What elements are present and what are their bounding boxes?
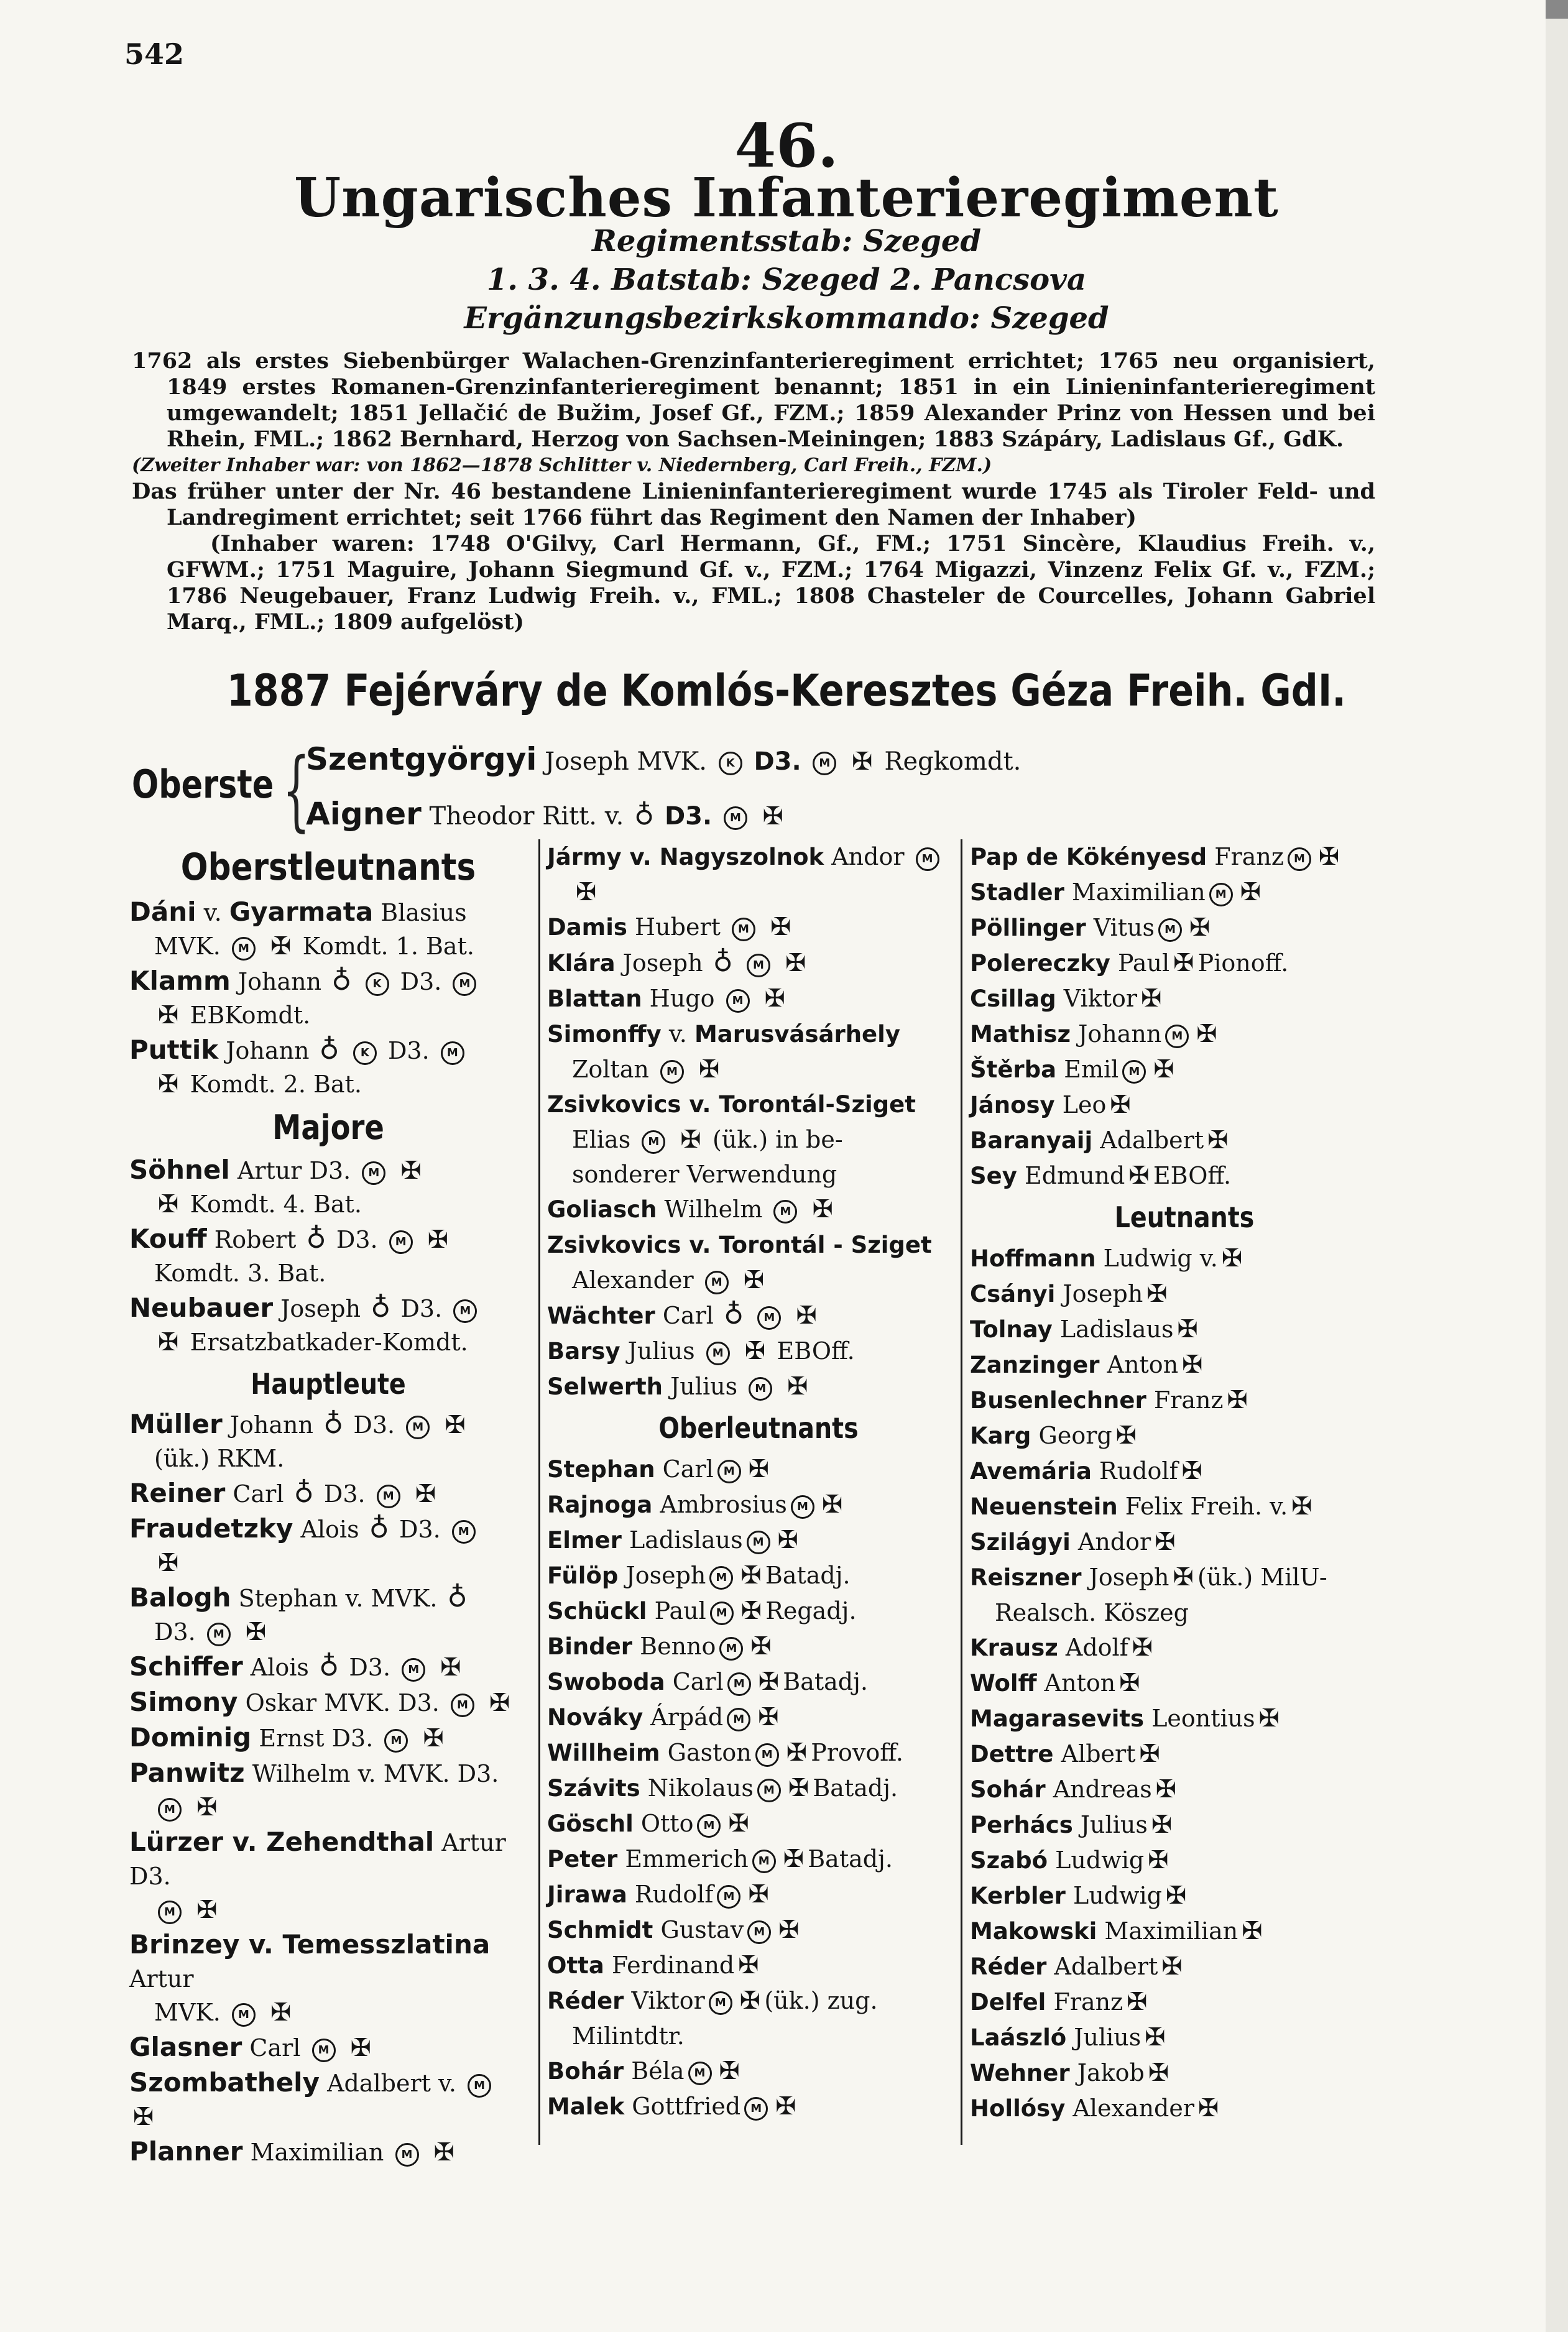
list-item: Polereczky Paul ✠ Pionoff. [970, 949, 1289, 977]
cross-icon: ✠ [738, 1951, 759, 1979]
regimentsstab: Regimentsstab: Szeged [591, 224, 982, 259]
list-item: Simony Oskar MVK. D3. M ✠ [129, 1687, 510, 1717]
list-item: Wolff Anton ✠ [970, 1669, 1140, 1697]
cross-icon: ✠ [1119, 1669, 1140, 1697]
list-item: Peter Emmerich M ✠ Batadj. [547, 1845, 893, 1873]
list-item: Stadler Maximilian M ✠ [970, 878, 1261, 906]
cross-icon: ✠ [1181, 1457, 1203, 1485]
cross-icon: ✠ [415, 1480, 436, 1508]
regiment-inhaber: 1887 Fejérváry de Komlós-Keresztes Géza Freih. GdI. [226, 665, 1347, 716]
cross-icon: ✠ [1141, 984, 1162, 1013]
list-item: Dáni v. Gyarmata Blasius MVK. M ✠ Komdt. 1. Bat. [129, 896, 474, 961]
list-item: Neuenstein Felix Freih. v. ✠ [970, 1492, 1312, 1521]
list-item: Fraudetzky Alois ♁ D3. M ✠ [129, 1512, 527, 1580]
list-item: Blattan Hugo M ✠ [547, 984, 786, 1013]
m-medal-icon: M [402, 1658, 425, 1682]
list-item: Jármy v. Nagyszolnok Andor M ✠ [547, 839, 970, 910]
m-medal-icon: M [441, 1041, 464, 1065]
ring-icon: ♁ [306, 1223, 326, 1255]
m-medal-icon: M [724, 806, 747, 830]
cross-icon: ✠ [133, 2103, 154, 2131]
entry-name: Szentgyörgyi [306, 741, 537, 777]
cross-icon: ✠ [719, 2057, 740, 2085]
list-item: Bohár Béla M ✠ [547, 2057, 740, 2085]
m-medal-icon: M [747, 1531, 770, 1554]
m-medal-icon: M [1158, 918, 1182, 942]
cross-icon: ✠ [796, 1301, 817, 1330]
m-medal-icon: M [1288, 847, 1311, 871]
list-item: Panwitz Wilhelm v. MVK. D3. M ✠ [129, 1758, 499, 1822]
oberst-entry [306, 796, 787, 832]
scan-edge-mark [1546, 0, 1568, 19]
cross-icon: ✠ [1227, 1386, 1248, 1414]
cross-icon: ✠ [1139, 1740, 1160, 1768]
cross-icon: ✠ [785, 949, 806, 977]
decoration: D3. [664, 802, 713, 831]
list-item: Schiffer Alois ♁ D3. M ✠ [129, 1651, 461, 1682]
list-item: Puttik Johann ♁ K D3. M ✠ Komdt. 2. Bat. [129, 1033, 527, 1101]
list-item: Elmer Ladislaus M ✠ [547, 1526, 799, 1554]
m-medal-icon: M [757, 1779, 781, 1802]
cross-icon: ✠ [400, 1156, 422, 1185]
cross-icon: ✠ [158, 1549, 179, 1577]
list-item: Karg Georg ✠ [970, 1421, 1137, 1450]
history-paragraph-2: Das früher unter der Nr. 46 bestandene Linieninfanterieregiment wurde 1745 als Tiroler Feld- und Landregiment errichtet; seit 1766 führt das Regiment den Namen der Inhaber) [132, 479, 1375, 530]
list-item: Selwerth Julius M ✠ [547, 1372, 808, 1401]
list-item: Tolnay Ladislaus ✠ [970, 1315, 1198, 1343]
section-heading: Oberleutnants [658, 1411, 859, 1445]
cross-icon: ✠ [1291, 1492, 1312, 1521]
history-paragraph: 1762 als erstes Siebenbürger Walachen-Grenzinfanterieregiment errichtet; 1765 neu organisiert, 1849 erstes Romanen-Grenzinfanterieregiment benannt; 1851 in ein Linieninfanterieregiment umgewandelt; 1851 Jellačić de Bužim, Josef Gf., FZM.; 1859 Alexander Prinz von Hessen und bei Rhein, FML.; 1862 Bernhard, Herzog von Sachsen-Meiningen; 1883 Szápáry, Ladislaus Gf., GdK. [132, 348, 1375, 452]
cross-icon: ✠ [1155, 1775, 1177, 1804]
cross-icon: ✠ [777, 1526, 799, 1554]
m-medal-icon: M [747, 1920, 771, 1944]
m-medal-icon: M [158, 1798, 182, 1822]
k-medal-icon: K [719, 752, 742, 775]
cross-icon: ✠ [1258, 1704, 1280, 1733]
list-item: Jánosy Leo ✠ [970, 1090, 1131, 1119]
cross-icon: ✠ [158, 1001, 179, 1030]
oberste-label: Oberste [132, 762, 274, 807]
list-item: Csillag Viktor ✠ [970, 984, 1162, 1013]
m-medal-icon: M [706, 1342, 730, 1365]
ring-icon: ♁ [323, 1408, 344, 1440]
cross-icon: ✠ [1115, 1421, 1137, 1450]
cross-icon: ✠ [1153, 1055, 1174, 1084]
list-item: Baranyaij Adalbert ✠ [970, 1126, 1229, 1154]
cross-icon: ✠ [270, 1998, 292, 2027]
cross-icon: ✠ [762, 802, 784, 831]
list-item: Zanzinger Anton ✠ [970, 1350, 1203, 1379]
column-3 [970, 839, 1399, 2126]
list-item: Hoffmann Ludwig v. ✠ [970, 1244, 1243, 1273]
list-item: Zsivkovics v. Torontál - Sziget Alexander M ✠ [547, 1232, 932, 1294]
list-item: Klára Joseph ♁ M ✠ [547, 946, 806, 978]
cross-icon: ✠ [423, 1724, 445, 1753]
cross-icon: ✠ [852, 747, 873, 776]
m-medal-icon: M [1209, 883, 1233, 906]
list-item: Busenlechner Franz ✠ [970, 1386, 1248, 1414]
list-item: Stephan Carl M ✠ [547, 1455, 770, 1483]
list-item: Simonffy v. Marusvásárhely Zoltan M ✠ [547, 1020, 900, 1084]
list-item: Štěrba Emil M ✠ [970, 1055, 1174, 1084]
cross-icon: ✠ [1173, 949, 1194, 977]
section-heading: Oberstleutnants [180, 846, 476, 889]
cross-icon: ✠ [1196, 1020, 1217, 1048]
list-item: Réder Viktor M ✠ (ük.) zug. Milintdtr. [547, 1986, 878, 2050]
m-medal-icon: M [732, 918, 755, 941]
list-item: Balogh Stephan v. MVK. ♁ D3. M ✠ [129, 1582, 468, 1646]
list-item: Brinzey v. Temesszlatina Artur MVK. M ✠ [129, 1929, 491, 2027]
decoration: D3. [754, 747, 801, 776]
list-item: Müller Johann ♁ D3. M ✠ (ük.) RKM. [129, 1408, 466, 1472]
cross-icon: ✠ [1148, 2058, 1169, 2087]
m-medal-icon: M [717, 1885, 740, 1909]
cross-icon: ✠ [778, 1915, 800, 1944]
cross-icon: ✠ [489, 1689, 510, 1717]
list-item: Planner Maximilian M ✠ [129, 2136, 455, 2167]
cross-icon: ✠ [427, 1225, 449, 1254]
cross-icon: ✠ [1182, 1350, 1203, 1379]
m-medal-icon: M [642, 1130, 665, 1154]
list-item: Fülöp Joseph M ✠ Batadj. [547, 1561, 851, 1590]
m-medal-icon: M [752, 1850, 776, 1873]
m-medal-icon: M [813, 752, 836, 775]
cross-icon: ✠ [1207, 1126, 1229, 1154]
cross-icon: ✠ [758, 1703, 779, 1731]
list-item: Magarasevits Leontius ✠ [970, 1704, 1280, 1733]
oberst-entry [306, 741, 1021, 777]
cross-icon: ✠ [788, 1774, 809, 1802]
list-item: Damis Hubert M ✠ [547, 913, 791, 941]
cross-icon: ✠ [821, 1490, 843, 1519]
list-item: Dettre Albert ✠ [970, 1740, 1160, 1768]
list-item: Zsivkovics v. Torontál-Sziget Elias M ✠ (ük.) in be- sonderer Verwendung [547, 1091, 916, 1188]
cross-icon: ✠ [680, 1125, 701, 1154]
batstab: 1. 3. 4. Batstab: Szeged 2. Pancsova [486, 262, 1087, 297]
regiment-title: Ungarisches Infanterieregiment [294, 167, 1279, 229]
cross-icon: ✠ [739, 1986, 761, 2015]
m-medal-icon: M [697, 1814, 721, 1838]
list-item: Rajnoga Ambrosius M ✠ [547, 1490, 843, 1519]
list-item: Lürzer v. Zehendthal Artur D3. M ✠ [129, 1827, 506, 1924]
m-medal-icon: M [744, 2097, 768, 2121]
cross-icon: ✠ [1166, 1881, 1187, 1910]
cross-icon: ✠ [158, 1190, 179, 1219]
list-item: Klamm Johann ♁ K D3. M ✠ EBKomdt. [129, 964, 527, 1032]
cross-icon: ✠ [770, 913, 791, 941]
cross-icon: ✠ [196, 1896, 218, 1924]
list-item: Reiner Carl ♁ D3. M ✠ [129, 1477, 436, 1509]
list-item: Schückl Paul M ✠ Regadj. [547, 1597, 857, 1625]
list-item: Neubauer Joseph ♁ D3. M ✠ Ersatzbatkader-Komdt. [129, 1291, 527, 1359]
regiment-number: 46. [734, 111, 839, 181]
cross-icon: ✠ [1128, 1161, 1150, 1190]
history-note: (Zweiter Inhaber war: von 1862—1878 Schlitter v. Niedernberg, Carl Freih., FZM.) [132, 454, 992, 476]
cross-icon: ✠ [1189, 913, 1211, 942]
cross-icon: ✠ [775, 2092, 796, 2121]
ring-icon: ♁ [293, 1477, 314, 1509]
list-item: Söhnel Artur D3. M ✠ ✠ Komdt. 4. Bat. [129, 1154, 422, 1219]
scan-edge [1546, 0, 1568, 2332]
ring-icon: ♁ [319, 1651, 339, 1682]
ring-icon: ♁ [634, 800, 655, 831]
cross-icon: ✠ [758, 1667, 780, 1696]
list-item: Sey Edmund ✠ EBOff. [970, 1161, 1232, 1190]
list-item: Otta Ferdinand ✠ [547, 1951, 759, 1979]
cross-icon: ✠ [1173, 1563, 1194, 1592]
cross-icon: ✠ [743, 1266, 765, 1294]
list-item: Reiszner Joseph ✠ (ük.) MilU- Realsch. Köszeg [970, 1563, 1327, 1626]
list-item: Willheim Gaston M ✠ Provoff. [547, 1738, 903, 1767]
m-medal-icon: M [773, 1200, 797, 1224]
m-medal-icon: M [395, 2143, 419, 2167]
cross-icon: ✠ [158, 1070, 179, 1099]
k-medal-icon: K [353, 1041, 377, 1065]
ring-icon: ♁ [369, 1513, 389, 1544]
list-item: Glasner Carl M ✠ [129, 2032, 372, 2062]
cross-icon: ✠ [196, 1793, 218, 1822]
cross-icon: ✠ [1151, 1810, 1173, 1839]
cross-icon: ✠ [576, 878, 597, 906]
list-item: Wächter Carl ♁ M ✠ [547, 1299, 817, 1330]
m-medal-icon: M [232, 2003, 256, 2027]
cross-icon: ✠ [445, 1411, 466, 1439]
list-item: Nováky Árpád M ✠ [547, 1703, 779, 1731]
column-2 [547, 839, 970, 2124]
m-medal-icon: M [468, 2074, 491, 2098]
list-item: Mathisz Johann M ✠ [970, 1020, 1217, 1048]
history-inhaber-list: (Inhaber waren: 1748 O'Gilvy, Carl Hermann, Gf., FM.; 1751 Sincère, Klaudius Freih. v., GFWM.; 1751 Maguire, Johann Siegmund Gf. v., FZM.; 1764 Migazzi, Vinzenz Felix Gf. v., FZM.; 1786 Neugebauer, Franz Ludwig Freih. v., FML.; 1808 Chasteler de Courcelles, Johann Gabriel Marq., FML.; 1809 aufgelöst) [167, 531, 1375, 635]
m-medal-icon: M [719, 1637, 743, 1661]
m-medal-icon: M [362, 1161, 385, 1185]
m-medal-icon: M [377, 1485, 400, 1508]
list-item: Szombathely Adalbert v. M ✠ [129, 2066, 527, 2134]
m-medal-icon: M [710, 1602, 734, 1625]
cross-icon: ✠ [158, 1328, 179, 1357]
ergaenzungsbezirk: Ergänzungsbezirkskommando: Szeged [464, 301, 1109, 336]
m-medal-icon: M [727, 1672, 751, 1696]
section-heading: Leutnants [1114, 1201, 1255, 1234]
list-item: Szilágyi Andor ✠ [970, 1528, 1176, 1556]
cross-icon: ✠ [750, 1632, 772, 1661]
entry-role: Regkomdt. [884, 747, 1022, 776]
list-item: Krausz Adolf ✠ [970, 1633, 1153, 1662]
cross-icon: ✠ [433, 2138, 455, 2167]
m-medal-icon: M [726, 989, 750, 1013]
cross-icon: ✠ [1110, 1090, 1131, 1119]
list-item: Kouff Robert ♁ D3. M ✠ Komdt. 3. Bat. [129, 1223, 449, 1287]
m-medal-icon: M [688, 2062, 712, 2085]
list-item: Pöllinger Vitus M ✠ [970, 913, 1211, 942]
list-item: Szabó Ludwig ✠ [970, 1846, 1169, 1874]
m-medal-icon: M [727, 1708, 750, 1731]
m-medal-icon: M [709, 1991, 732, 2015]
cross-icon: ✠ [740, 1561, 762, 1590]
m-medal-icon: M [312, 2039, 336, 2062]
list-item: Pap de Kökényesd Franz M ✠ [970, 842, 1340, 871]
entry-detail: Joseph MVK. [545, 747, 707, 776]
cross-icon: ✠ [728, 1809, 749, 1838]
cross-icon: ✠ [744, 1337, 766, 1365]
list-item: Dominig Ernst D3. M ✠ [129, 1722, 445, 1753]
cross-icon: ✠ [740, 1597, 762, 1625]
cross-icon: ✠ [1132, 1633, 1153, 1662]
list-item: Barsy Julius M ✠ EBOff. [547, 1337, 855, 1365]
section-heading: Hauptleute [251, 1367, 406, 1401]
m-medal-icon: M [757, 1306, 781, 1330]
m-medal-icon: M [406, 1416, 430, 1439]
m-medal-icon: M [660, 1060, 684, 1084]
section-heading: Majore [272, 1108, 384, 1147]
m-medal-icon: M [717, 1460, 741, 1483]
cross-icon: ✠ [1155, 1528, 1176, 1556]
cross-icon: ✠ [1177, 1315, 1198, 1343]
column-divider [538, 839, 540, 2145]
cross-icon: ✠ [1145, 2023, 1166, 2052]
list-item: Jirawa Rudolf M ✠ [547, 1880, 769, 1909]
cross-icon: ✠ [812, 1195, 834, 1224]
cross-icon: ✠ [1146, 1279, 1168, 1308]
page-number: 542 [124, 37, 185, 71]
entry-detail: Theodor Ritt. v. [429, 802, 624, 831]
brace: { [282, 740, 310, 841]
m-medal-icon: M [453, 972, 476, 996]
cross-icon: ✠ [786, 1738, 808, 1767]
list-item: Schmidt Gustav M ✠ [547, 1915, 800, 1944]
cross-icon: ✠ [1198, 2094, 1219, 2122]
list-item: Delfel Franz ✠ [970, 1988, 1148, 2016]
m-medal-icon: M [747, 954, 770, 977]
ring-icon: ♁ [319, 1034, 339, 1066]
list-item: Kerbler Ludwig ✠ [970, 1881, 1187, 1910]
cross-icon: ✠ [1318, 842, 1340, 871]
m-medal-icon: M [452, 1520, 476, 1544]
ring-icon: ♁ [331, 965, 352, 997]
cross-icon: ✠ [748, 1455, 770, 1483]
cross-icon: ✠ [1240, 878, 1261, 906]
cross-icon: ✠ [440, 1653, 461, 1682]
list-item: Laászló Julius ✠ [970, 2023, 1166, 2052]
k-medal-icon: K [366, 972, 389, 996]
cross-icon: ✠ [1221, 1244, 1243, 1273]
list-item: Avemária Rudolf ✠ [970, 1457, 1203, 1485]
list-item: Makowski Maximilian ✠ [970, 1917, 1263, 1945]
list-item: Réder Adalbert ✠ [970, 1952, 1183, 1981]
list-item: Perhács Julius ✠ [970, 1810, 1173, 1839]
m-medal-icon: M [207, 1623, 231, 1646]
regiment-history [132, 348, 1375, 635]
m-medal-icon: M [232, 937, 256, 961]
cross-icon: ✠ [748, 1880, 769, 1909]
m-medal-icon: M [1122, 1060, 1146, 1084]
list-item: Goliasch Wilhelm M ✠ [547, 1195, 834, 1224]
m-medal-icon: M [705, 1271, 729, 1294]
cross-icon: ✠ [1148, 1846, 1169, 1874]
cross-icon: ✠ [1161, 1952, 1183, 1981]
m-medal-icon: M [389, 1230, 413, 1254]
list-item: Wehner Jakob ✠ [970, 2058, 1169, 2087]
ring-icon: ♁ [447, 1582, 468, 1613]
m-medal-icon: M [384, 1729, 408, 1753]
ring-icon: ♁ [724, 1299, 744, 1330]
m-medal-icon: M [916, 847, 939, 871]
m-medal-icon: M [158, 1901, 182, 1924]
cross-icon: ✠ [245, 1618, 267, 1646]
m-medal-icon: M [749, 1377, 772, 1401]
cross-icon: ✠ [1242, 1917, 1263, 1945]
cross-icon: ✠ [699, 1055, 720, 1084]
column-1 [129, 839, 527, 2170]
entry-name: Aigner [306, 796, 422, 832]
m-medal-icon: M [451, 1694, 474, 1717]
cross-icon: ✠ [764, 984, 786, 1013]
list-item: Göschl Otto M ✠ [547, 1809, 749, 1838]
cross-icon: ✠ [350, 2034, 372, 2062]
cross-icon: ✠ [1127, 1988, 1148, 2016]
m-medal-icon: M [791, 1495, 814, 1519]
list-item: Malek Gottfried M ✠ [547, 2092, 796, 2121]
cross-icon: ✠ [787, 1372, 808, 1401]
ring-icon: ♁ [371, 1292, 391, 1324]
list-item: Hollósy Alexander ✠ [970, 2094, 1219, 2122]
list-item: Sohár Andreas ✠ [970, 1775, 1177, 1804]
list-item: Swoboda Carl M ✠ Batadj. [547, 1667, 868, 1696]
list-item: Csányi Joseph ✠ [970, 1279, 1168, 1308]
m-medal-icon: M [755, 1743, 779, 1767]
list-item: Szávits Nikolaus M ✠ Batadj. [547, 1774, 898, 1802]
ring-icon: ♁ [713, 946, 733, 978]
cross-icon: ✠ [270, 932, 292, 961]
cross-icon: ✠ [783, 1845, 805, 1873]
list-item: Binder Benno M ✠ [547, 1632, 772, 1661]
m-medal-icon: M [453, 1299, 477, 1323]
m-medal-icon: M [709, 1566, 733, 1590]
m-medal-icon: M [1165, 1025, 1189, 1048]
